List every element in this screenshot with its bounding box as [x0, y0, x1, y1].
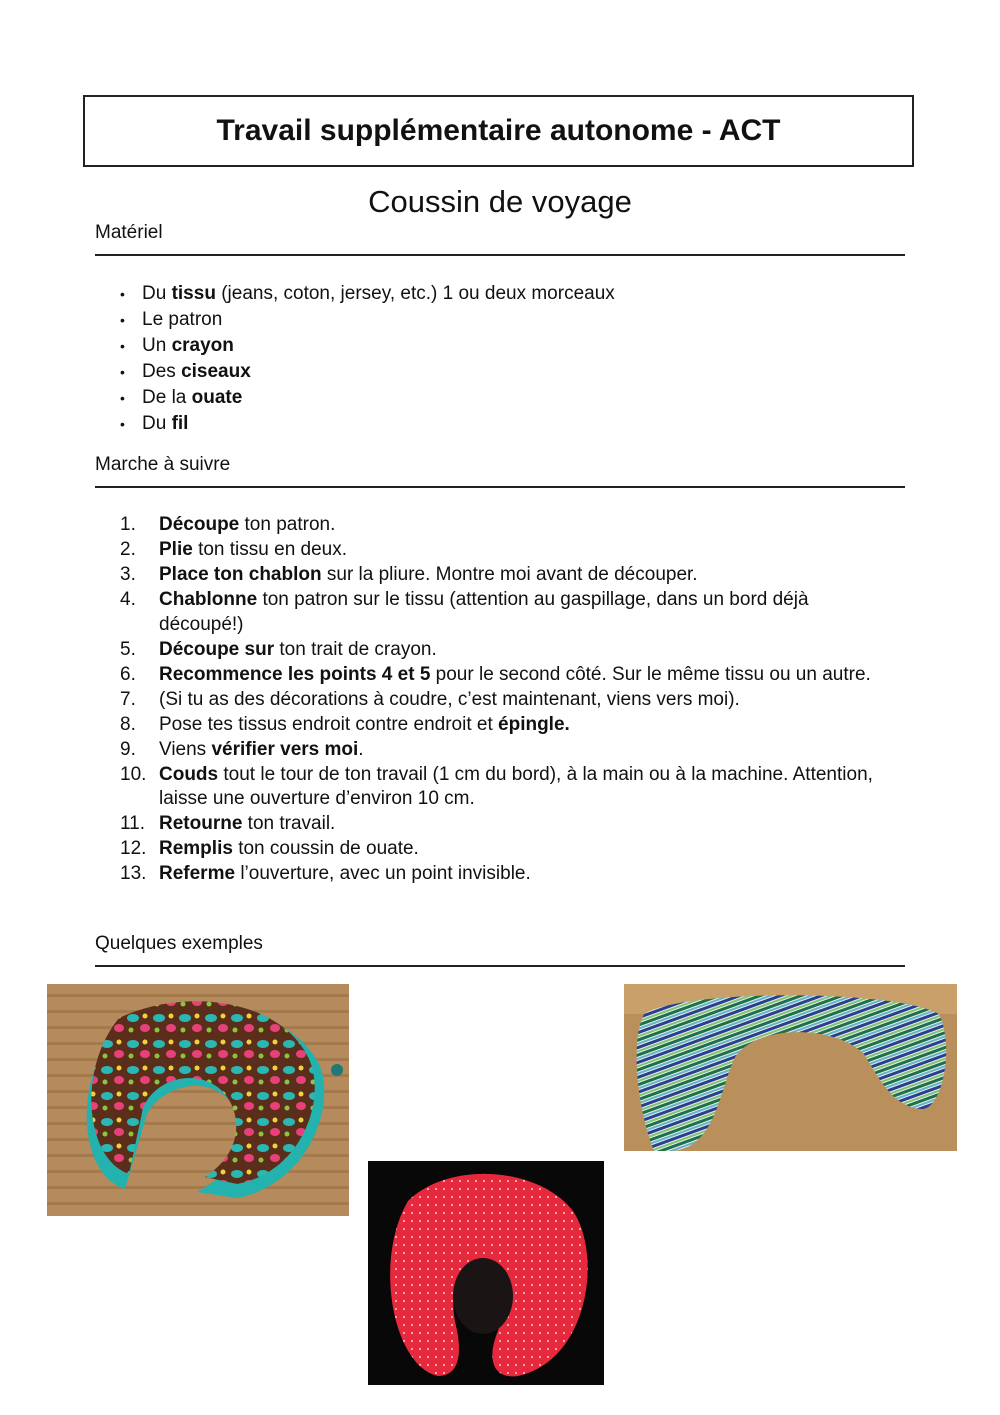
materials-heading: Matériel: [95, 222, 163, 243]
materials-divider: [95, 254, 905, 256]
list-item: • Un crayon: [120, 333, 615, 359]
document-subtitle: Coussin de voyage: [368, 184, 632, 219]
list-item: • Des ciseaux: [120, 359, 615, 385]
list-item: 12. Remplis ton coussin de ouate.: [120, 838, 419, 859]
striped-pillow-photo: [624, 984, 957, 1151]
page-title: Travail supplémentaire autonome - ACT: [83, 95, 914, 167]
list-item: 13. Referme l’ouverture, avec un point invisible.: [120, 863, 531, 884]
steps-list: [120, 513, 880, 887]
list-item: 10. Couds tout le tour de ton travail (1 cm du bord), à la main ou à la machine. Attention, laisse une ouverture d’environ 10 cm.: [120, 763, 873, 809]
list-item: 8. Pose tes tissus endroit contre endroit et épingle.: [120, 713, 570, 735]
examples-divider: [95, 965, 905, 967]
list-item: • Du tissu (jeans, coton, jersey, etc.) 1 ou deux morceaux: [120, 281, 615, 307]
list-item: 2. Plie ton tissu en deux.: [120, 539, 348, 560]
list-item: 4. Chablonne ton patron sur le tissu (attention au gaspillage, dans un bord déjà découpé!): [120, 589, 809, 635]
list-item: 7. (Si tu as des décorations à coudre, c’est maintenant, viens vers moi).: [120, 688, 740, 710]
list-item: 5. Découpe sur ton trait de crayon.: [120, 638, 437, 660]
list-item: 9. Viens vérifier vers moi.: [120, 738, 364, 760]
list-item: • Le patron: [120, 307, 615, 333]
list-item: 6. Recommence les points 4 et 5 pour le second côté. Sur le même tissu ou un autre.: [120, 663, 871, 685]
list-item: 1. Découpe ton patron.: [120, 514, 336, 535]
list-item: 3. Place ton chablon sur la pliure. Montre moi avant de découper.: [120, 564, 698, 585]
list-item: • Du fil: [120, 411, 615, 437]
elephant-print-pillow-photo: [47, 984, 349, 1216]
list-item: 11. Retourne ton travail.: [120, 813, 336, 834]
steps-heading: Marche à suivre: [95, 454, 231, 475]
materials-list: [120, 281, 615, 437]
steps-divider: [95, 486, 905, 488]
red-dotted-pillow-photo: [368, 1161, 604, 1385]
list-item: • De la ouate: [120, 385, 615, 411]
examples-heading: Quelques exemples: [95, 933, 263, 954]
